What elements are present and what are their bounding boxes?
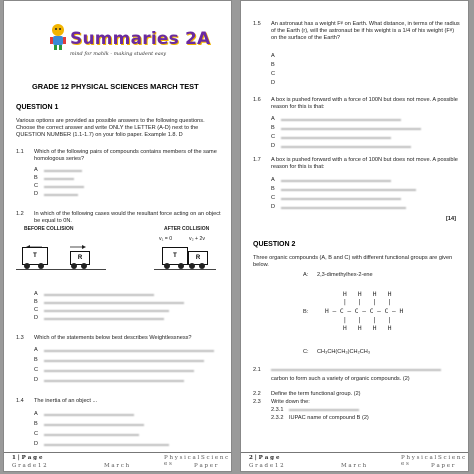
option-letter: B [34, 175, 38, 181]
question-2-3-2-text: IUPAC name of compound B (2) [289, 415, 369, 421]
logo-tagline: mind for mahlk - making student easy [70, 51, 167, 57]
compound-a-name: 2,3-dimethylhex-2-ene [317, 272, 373, 278]
logo-text: Summaries 2A [70, 29, 211, 49]
footer-month: M a r c h [104, 463, 130, 469]
question-number: 2.1 [253, 367, 261, 373]
blurred-answer-text [44, 168, 89, 198]
question-2-2-text: Define the term functional group. (2) [271, 391, 361, 397]
question-1-heading: QUESTION 1 [16, 104, 59, 111]
option-letter: C [34, 183, 39, 189]
question-number: 1.5 [253, 21, 261, 27]
question-1-4-text: The inertia of an object ... [34, 398, 98, 404]
blurred-question-text [289, 409, 369, 413]
option-letter: A [34, 291, 38, 297]
page-1 [3, 0, 232, 472]
option-letter: A [271, 53, 275, 59]
question-1-2-text: In which of the following cases would the resultant force acting on an object be equal to 0N. [34, 211, 221, 224]
option-letter: C [271, 71, 276, 77]
velocity-t-label: v₁ = 0 [159, 236, 173, 242]
option-letter: D [34, 315, 39, 321]
structure-bonds-bottom: | | | | [343, 317, 392, 324]
option-letter: B [271, 186, 275, 192]
question-number: 1.6 [253, 97, 261, 103]
footer-grade: G r a d e 1 2 [12, 463, 47, 469]
question-number: 2.2 [253, 391, 261, 397]
before-collision-label: BEFORE COLLISION [24, 226, 74, 232]
option-letter: D [271, 80, 276, 86]
question-number: 2.3.2 [271, 415, 284, 421]
compound-a-label: A: [303, 272, 309, 278]
ground-line [16, 269, 106, 270]
question-2-1-text: carbon to form such a variety of organic compounds. (2) [271, 376, 410, 382]
blurred-answer-text [44, 292, 194, 322]
option-letter: C [34, 307, 39, 313]
option-letter: D [34, 377, 39, 383]
question-1-1-text: Which of the following pairs of compounds contains members of the same homologous series? [34, 149, 217, 162]
option-letter: D [34, 191, 39, 197]
page-footer [4, 452, 231, 471]
blurred-answer-text [281, 117, 431, 151]
option-letter: A [34, 347, 38, 353]
question-number: 2.3 [253, 399, 261, 405]
question-2-3-text: Write down the: [271, 399, 310, 405]
option-letter: A [271, 116, 275, 122]
question-number: 1.1 [16, 149, 24, 155]
structure-h-top: H H H H [343, 291, 392, 298]
blurred-answer-text [44, 348, 224, 384]
footer-subject: P h y s i c a l S c i e n c e s [401, 455, 466, 467]
footer-page-number: 2 | P a g e [249, 455, 280, 461]
question-number: 1.4 [16, 398, 24, 404]
question-number: 1.2 [16, 211, 24, 217]
option-letter: A [34, 167, 38, 173]
option-letter: C [34, 367, 39, 373]
option-letter: A [271, 177, 275, 183]
blurred-answer-text [44, 412, 184, 448]
question-2-heading: QUESTION 2 [253, 241, 296, 248]
footer-subject: P h y s i c a l S c i e n c e s [164, 455, 229, 467]
question-number: 2.3.1 [271, 407, 284, 413]
option-letter: D [34, 441, 39, 447]
footer-paper: P a p e r [194, 463, 218, 469]
question-number: 1.7 [253, 157, 261, 163]
compound-b-label: B: [303, 309, 309, 315]
structure-bonds-top: | | | | [343, 299, 392, 306]
truck-r: R [70, 251, 90, 265]
option-letter: B [34, 299, 38, 305]
compound-c-formula: CH₃CH(CH₃)CH₂CH₃ [317, 349, 371, 355]
option-letter: C [34, 431, 39, 437]
after-collision-label: AFTER COLLISION [164, 226, 210, 232]
option-letter: B [271, 125, 275, 131]
truck-t-after: T [162, 247, 188, 265]
ground-line [154, 269, 216, 270]
question-1-3-text: Which of the statements below best describes Weightlessness? [34, 335, 192, 341]
option-letter: B [34, 357, 38, 363]
option-letter: D [271, 204, 276, 210]
blurred-question-text [271, 369, 451, 373]
footer-grade: G r a d e 1 2 [249, 463, 284, 469]
compound-c-label: C: [303, 349, 309, 355]
option-letter: A [34, 411, 38, 417]
truck-t: T [22, 247, 48, 265]
velocity-r-label: v₂ + 2v [189, 236, 205, 242]
page-footer [241, 452, 468, 471]
footer-month: M a r c h [341, 463, 367, 469]
footer-paper: P a p e r [431, 463, 455, 469]
question-1-7-text: A box is pushed forward with a force of 100N but does not move. A possible reason for this is that: [271, 157, 458, 170]
option-letter: D [271, 143, 276, 149]
mascot-icon [48, 23, 68, 51]
page-title: GRADE 12 PHYSICAL SCIENCES MARCH TEST [32, 82, 199, 91]
page-2 [240, 0, 469, 472]
option-letter: B [271, 62, 275, 68]
option-letter: C [271, 195, 276, 201]
blurred-answer-text [281, 178, 431, 212]
question-1-5-text: An astronaut has a weight Fᵠ on Earth. What distance, in terms of the radius of the Earth (r), will the astronaut be if his weight is a 1/4 of his weight (Fᵠ) on the surface of the Earth? [271, 21, 460, 41]
question-1-6-text: A box is pushed forward with a force of 100N but does not move. A possible reason for this is that: [271, 97, 458, 110]
question-number: 1.3 [16, 335, 24, 341]
structure-h-bottom: H H H H [343, 325, 392, 332]
question-2-intro: Three organic compounds (A, B and C) with different functional groups are given below. [253, 255, 453, 268]
option-letter: B [34, 421, 38, 427]
truck-r-after: R [188, 251, 208, 265]
velocity-arrows [24, 237, 104, 243]
instructions: Various options are provided as possible answers to the following questions. Choose the correct answer and write ONLY the LETTER (A-D) next to the QUESTION NUMBER (1.1-1.7) on your folio paper. Example 1.8. D [16, 118, 205, 138]
option-letter: C [271, 134, 276, 140]
marks-total: [14] [446, 216, 456, 222]
footer-page-number: 1 | P a g e [12, 455, 43, 461]
structure-chain: H — C — C — C — C — H [325, 308, 404, 315]
